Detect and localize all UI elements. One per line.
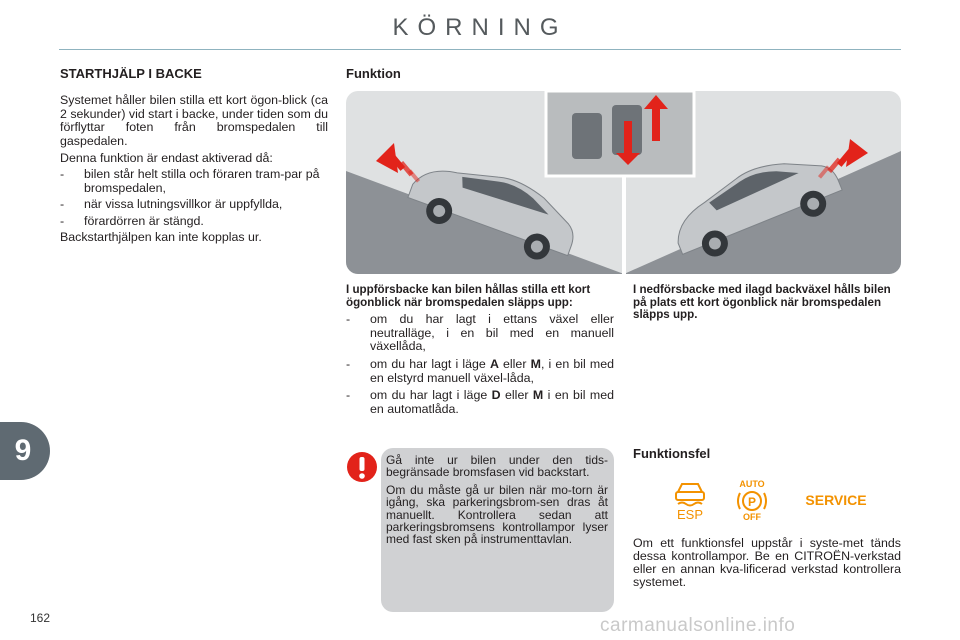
uphill-direction-arrow-icon [376,143,420,183]
auto-park-brake-lamp-icon [732,478,772,522]
svg-text:ESP: ESP [676,507,704,522]
list-item: - om du har lagt i läge D eller M i en bil med en automatlåda. [346,388,614,416]
warning-paragraph-1: Gå inte ur bilen under den tids-begränsade bromsfasen vid backstart. [386,453,608,480]
section-heading-malfunction: Funktionsfel [633,446,711,461]
downhill-caption: I nedförsbacke med ilagd backväxel hålls bilen på plats ett kort ögonblick när bromspedalen släpps upp. [633,283,891,322]
hill-start-description [60,94,328,249]
condition-intro: Denna funktion är endast aktiverad då: [60,151,273,166]
service-lamp-icon [804,488,868,512]
exclamation-warning-icon [346,451,378,483]
warning-text [386,454,608,551]
warning-lamps [670,478,870,526]
uphill-caption: I uppförsbacke kan bilen hållas stilla ett kort ögonblick när bromspedalen släpps upp: [346,283,591,309]
list-item: - bilen står helt stilla och föraren tram-par på bromspedalen, [60,166,320,195]
esp-lamp-icon [670,478,710,522]
svg-text:SERVICE: SERVICE [805,492,867,508]
page-number: 162 [30,611,51,625]
pedal-inset [546,91,694,176]
list-item: - när vissa lutningsvillkor är uppfyllda, [60,197,283,212]
intro-paragraph: Systemet håller bilen stilla ett kort ögon-blick (ca 2 sekunder) vid start i backe, under tiden som du förflyttar foten från bromspedalen till gaspedalen. [60,93,328,148]
note-paragraph: Backstarthjälpen kan inte kopplas ur. [60,230,262,245]
list-item: - om du har lagt i ettans växel eller neutralläge, i en bil med en manuell växellåda, [346,312,614,354]
uphill-explanation [346,284,614,419]
svg-text:AUTO: AUTO [739,479,765,489]
section-heading-function: Funktion [346,66,401,81]
header-divider [59,49,901,50]
svg-text:P: P [747,495,757,509]
warning-paragraph-2: Om du måste gå ur bilen när mo-torn är igång, ska parkeringsbrom-sen dras åt manuellt. Kontrollera sedan att parkeringsbromsens kontrollampor lyser med fast sken på instrumenttavlan. [386,482,608,547]
malfunction-text: Om ett funktionsfel uppstår i syste-met tänds dessa kontrollampor. Be en CITROËN-verkstad eller en annan kva-lificerad verkstad kontrollera systemet. [633,536,901,589]
watermark-text: carmanualsonline.info [600,615,796,636]
list-item: - förardörren är stängd. [60,213,204,228]
chapter-tab: 9 [0,422,50,480]
svg-text:OFF: OFF [743,512,761,522]
page-title: KÖRNING [392,14,568,41]
section-heading-hill-start: STARTHJÄLP I BACKE [60,66,202,81]
hill-start-illustration [346,91,901,274]
list-item: - om du har lagt i läge A eller M, i en bil med en elstyrd manuell växel-låda, [346,356,614,385]
